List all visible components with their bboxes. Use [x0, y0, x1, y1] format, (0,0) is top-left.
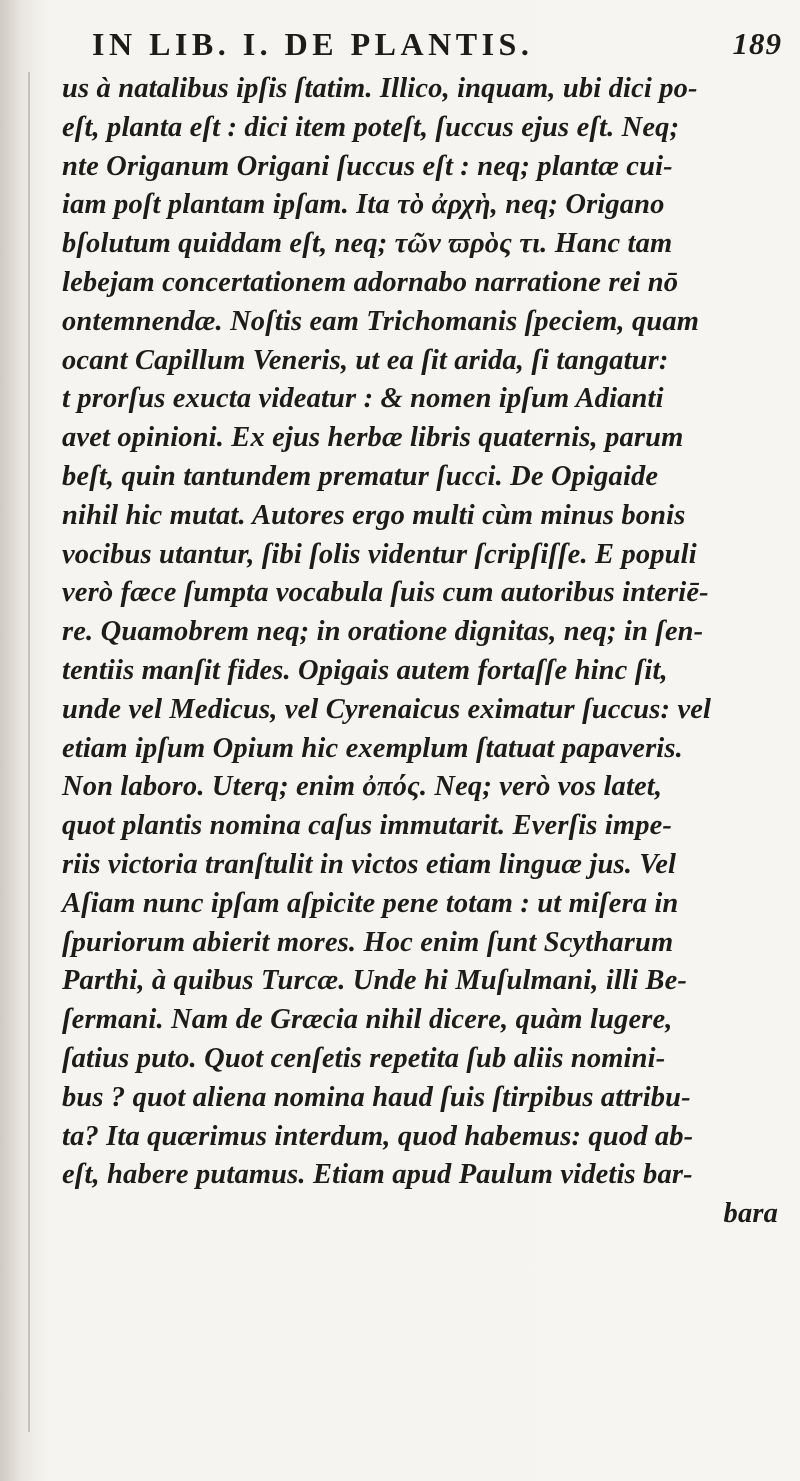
text-line: us à natalibus ipſis ſtatim. Illico, inquam, ubi dici po- [62, 73, 698, 104]
text-line: bus ? quot aliena nomina haud ſuis ſtirpibus attribu- [62, 1081, 691, 1113]
text-line: Non laboro. Uterq; enim ὀπός. Neq; verò vos latet, [62, 771, 663, 803]
text-line: ſatius puto. Quot cenſetis repetita ſub aliis nomini- [62, 1042, 666, 1074]
text-line: t prorſus exucta videatur : & nomen ipſum Adianti [62, 383, 664, 415]
text-line: ontemnendæ. Noſtis eam Trichomanis ſpeciem, quam [62, 305, 700, 337]
running-title: IN LIB. I. DE PLANTIS. [92, 26, 534, 62]
body-text [62, 70, 786, 1234]
page-number: 189 [732, 26, 782, 61]
text-line: tentiis manſit fides. Opigais autem fortaſſe hinc ſit, [62, 654, 668, 686]
text-line: etiam ipſum Opium hic exemplum ſtatuat papaveris. [62, 732, 683, 764]
binding-edge [28, 72, 60, 1432]
text-line: bſolutum quiddam eſt, neq; τῶν ϖρὸς τι. Hanc tam [62, 228, 673, 260]
text-line: unde vel Medicus, vel Cyrenaicus eximatur ſuccus: vel [62, 693, 712, 725]
text-line: ocant Capillum Veneris, ut ea ſit arida, ſi tangatur: [62, 344, 669, 376]
text-line: nihil hic mutat. Autores ergo multi cùm minus bonis [62, 499, 686, 531]
text-line: lebejam concertationem adornabo narratione rei nō [62, 266, 679, 298]
text-line: quot plantis nomina caſus immutarit. Everſis impe- [62, 810, 673, 842]
text-line: ſpuriorum abierit mores. Hoc enim ſunt Scytharum [62, 926, 674, 958]
text-line: vocibus utantur, ſibi ſolis videntur ſcripſiſſe. E populi [62, 538, 697, 570]
running-header [92, 26, 782, 66]
text-line: beſt, quin tantundem prematur ſucci. De Opigaide [62, 460, 659, 492]
text-line: eſt, planta eſt : dici item poteſt, ſuccus ejus eſt. Neq; [62, 111, 680, 143]
text-line: avet opinioni. Ex ejus herbæ libris quaternis, parum [62, 422, 684, 454]
text-line: ſermani. Nam de Græcia nihil dicere, quàm lugere, [62, 1004, 673, 1036]
text-line: ta? Ita quærimus interdum, quod habemus: quod ab- [62, 1120, 694, 1152]
text-line: verò fæce ſumpta vocabula ſuis cum autoribus interiē- [62, 577, 709, 609]
text-line: riis victoria tranſtulit in victos etiam linguæ jus. Vel [62, 848, 677, 880]
text-line: Aſiam nunc ipſam aſpicite pene totam : ut miſera in [62, 887, 679, 919]
text-line: eſt, habere putamus. Etiam apud Paulum videtis bar- [62, 1159, 693, 1191]
text-line: nte Origanum Origani ſuccus eſt : neq; plantæ cui- [62, 150, 673, 182]
text-line: iam poſt plantam ipſam. Ita τὸ ἀρχὴ, neq; Origano [62, 189, 665, 221]
text-line: Parthi, à quibus Turcæ. Unde hi Muſulmani, illi Be- [62, 965, 688, 997]
text-line: re. Quamobrem neq; in oratione dignitas, neq; in ſen- [62, 616, 704, 648]
catchword: bara [723, 1198, 778, 1230]
